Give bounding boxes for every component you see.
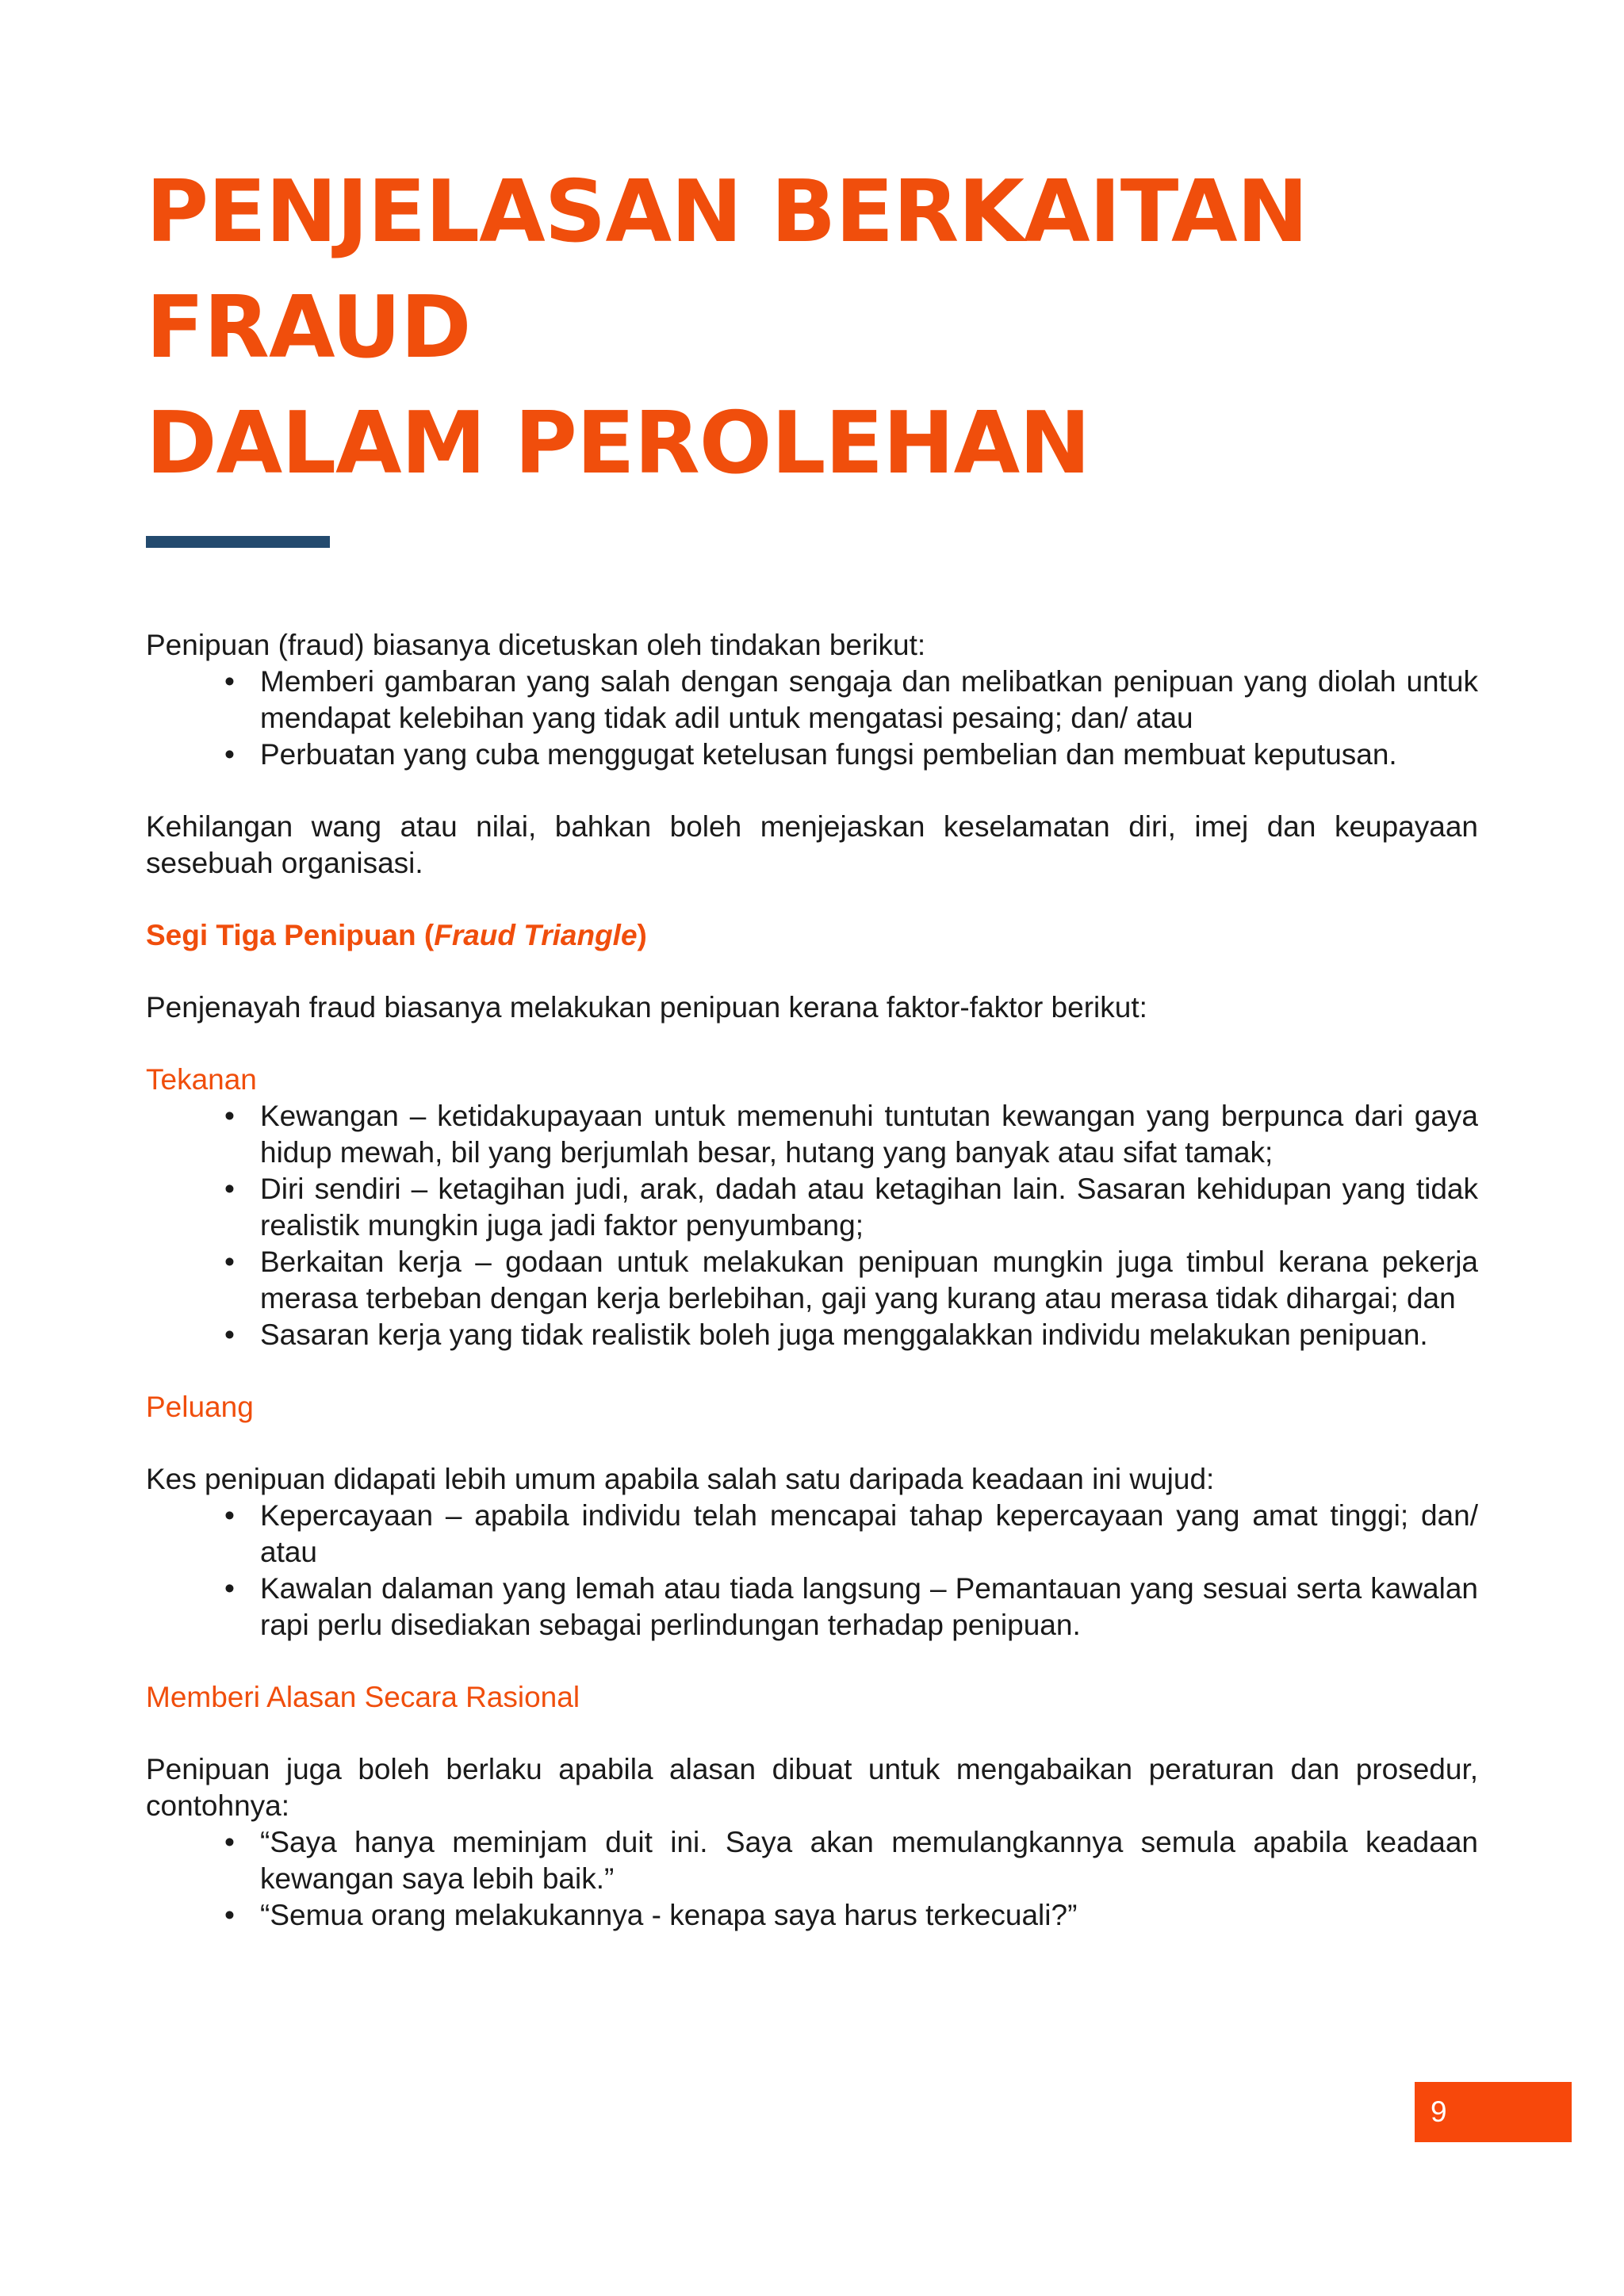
- loss-paragraph: Kehilangan wang atau nilai, bahkan boleh menjejaskan keselamatan diri, imej dan keupayaan sesebuah organisasi.: [146, 810, 1478, 879]
- list-item: • “Semua orang melakukannya - kenapa saya harus terkecuali?”: [260, 1897, 1478, 1934]
- list-item: • Kepercayaan – apabila individu telah mencapai tahap kepercayaan yang amat tinggi; dan/ atau: [224, 1499, 1478, 1568]
- bullet-icon: •: [224, 1826, 235, 1858]
- page-content: [146, 155, 1478, 1934]
- intro-paragraph: Penipuan (fraud) biasanya dicetuskan oleh tindakan berikut:: [146, 629, 926, 661]
- rasional-bullet-list: [146, 1824, 1478, 1934]
- list-item: • “Saya hanya meminjam duit ini. Saya akan memulangkannya semula apabila keadaan kewangan saya lebih baik.”: [224, 1826, 1478, 1895]
- fraud-triangle-intro: Penjenayah fraud biasanya melakukan penipuan kerana faktor-faktor berikut:: [146, 991, 1147, 1024]
- page-title-line-2: DALAM PEROLEHAN: [146, 394, 1090, 493]
- title-underline-bar: [146, 536, 330, 548]
- page-number: 9: [1415, 2082, 1572, 2142]
- bullet-icon: •: [224, 1499, 235, 1532]
- bullet-icon: •: [224, 1100, 235, 1132]
- bullet-icon: •: [224, 1318, 235, 1351]
- section-heading-tekanan: Tekanan: [146, 1063, 257, 1096]
- list-item: • Kewangan – ketidakupayaan untuk memenuhi tuntutan kewangan yang berpunca dari gaya hidup mewah, bil yang berjumlah besar, hutang yang banyak atau sifat tamak;: [224, 1100, 1478, 1169]
- bullet-icon: •: [224, 665, 235, 698]
- list-item: • Diri sendiri – ketagihan judi, arak, dadah atau ketagihan lain. Sasaran kehidupan yang tidak realistik mungkin juga jadi faktor penyumbang;: [224, 1173, 1478, 1242]
- page-title-line-1: PENJELASAN BERKAITAN FRAUD: [146, 163, 1308, 377]
- list-item: • Kawalan dalaman yang lemah atau tiada langsung – Pemantauan yang sesuai serta kawalan rapi perlu disediakan sebagai perlindungan terhadap penipuan.: [224, 1572, 1478, 1641]
- list-item: • Berkaitan kerja – godaan untuk melakukan penipuan mungkin juga timbul kerana pekerja merasa terbeban dengan kerja berlebihan, gaji yang kurang atau merasa tidak dihargai; dan: [224, 1246, 1478, 1314]
- bullet-icon: •: [224, 738, 235, 771]
- list-item: • Perbuatan yang cuba menggugat ketelusan fungsi pembelian dan membuat keputusan.: [260, 737, 1478, 773]
- bullet-icon: •: [224, 1246, 235, 1278]
- rasional-intro: Penipuan juga boleh berlaku apabila alasan dibuat untuk mengabaikan peraturan dan prosedur, contohnya:: [146, 1753, 1478, 1822]
- intro-bullet-list: [146, 664, 1478, 773]
- page-title: [146, 155, 1510, 502]
- bullet-icon: •: [224, 1572, 235, 1605]
- fraud-triangle-heading: Segi Tiga Penipuan (Fraud Triangle): [146, 919, 647, 951]
- list-item: • Memberi gambaran yang salah dengan sengaja dan melibatkan penipuan yang diolah untuk mendapat kelebihan yang tidak adil untuk mengatasi pesaing; dan/ atau: [224, 665, 1478, 734]
- bullet-icon: •: [224, 1173, 235, 1205]
- bullet-icon: •: [224, 1899, 235, 1931]
- tekanan-bullet-list: [146, 1098, 1478, 1353]
- peluang-bullet-list: [146, 1498, 1478, 1644]
- section-heading-peluang: Peluang: [146, 1391, 254, 1423]
- section-heading-rasional: Memberi Alasan Secara Rasional: [146, 1681, 580, 1713]
- peluang-intro: Kes penipuan didapati lebih umum apabila salah satu daripada keadaan ini wujud:: [146, 1463, 1215, 1495]
- list-item: • Sasaran kerja yang tidak realistik boleh juga menggalakkan individu melakukan penipuan.: [260, 1317, 1478, 1353]
